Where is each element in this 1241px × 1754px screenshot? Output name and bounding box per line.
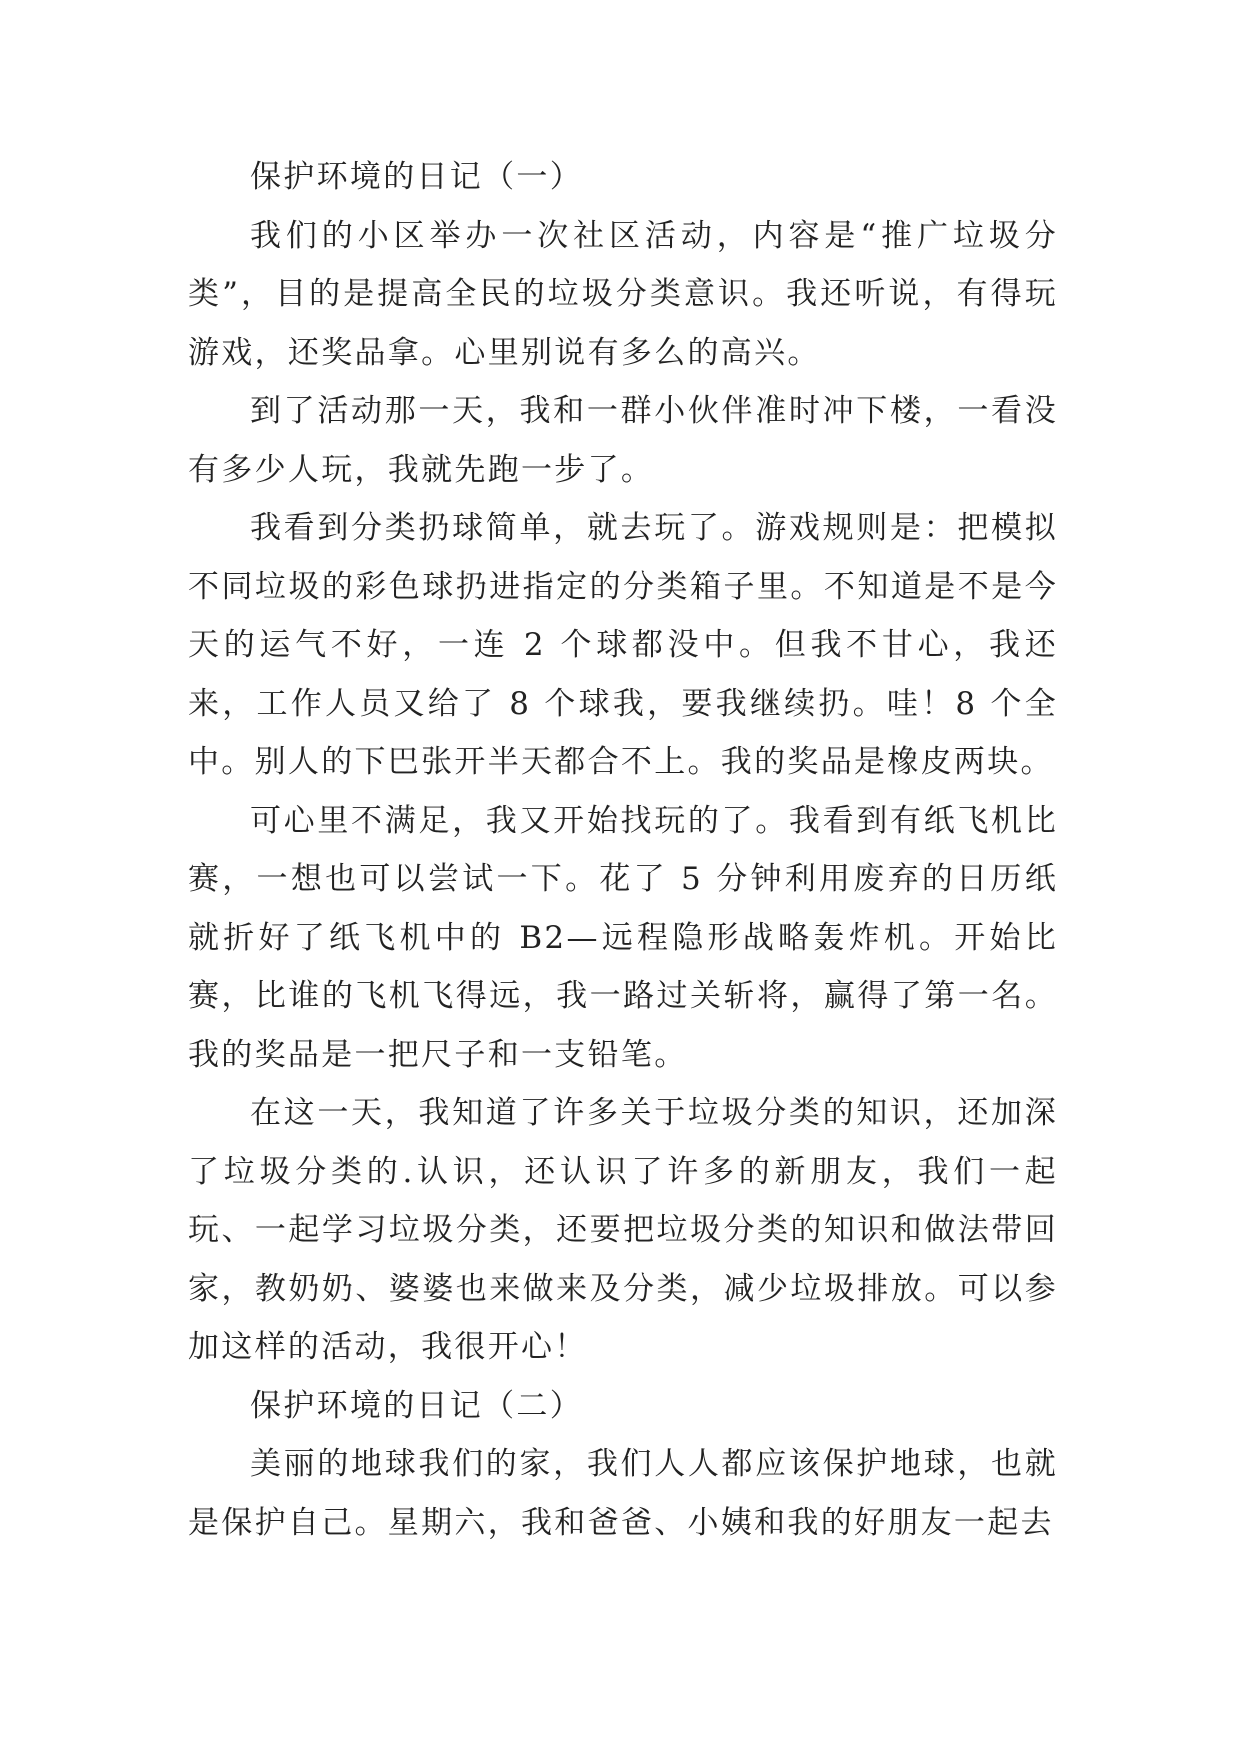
paragraph-3: 我看到分类扔球简单，就去玩了。游戏规则是：把模拟不同垃圾的彩色球扔进指定的分类箱子里。不知道是不是今天的运气不好，一连 2 个球都没中。但我不甘心，我还来，工作人员又给了 8 个球我，要我继续扔。哇！8 个全中。别人的下巴张开半天都合不上。我的奖品是橡皮两块。	[188, 510, 1058, 780]
paragraph-4: 可心里不满足，我又开始找玩的了。我看到有纸飞机比赛，一想也可以尝试一下。花了 5 分钟利用废弃的日历纸就折好了纸飞机中的 B2—远程隐形战略轰炸机。开始比赛，比谁的飞机飞得远，我一路过关斩将，赢得了第一名。我的奖品是一把尺子和一支铅笔。	[188, 802, 1058, 1073]
paragraph-2: 到了活动那一天，我和一群小伙伴准时冲下楼，一看没有多少人玩，我就先跑一步了。	[188, 393, 1058, 488]
document-page	[188, 148, 1058, 1552]
paragraph-5: 在这一天，我知道了许多关于垃圾分类的知识，还加深了垃圾分类的.认识，还认识了许多的新朋友，我们一起玩、一起学习垃圾分类，还要把垃圾分类的知识和做法带回家，教奶奶、婆婆也来做来及分类，减少垃圾排放。可以参加这样的活动，我很开心！	[188, 1095, 1058, 1365]
diary-title-1: 保护环境的日记（一）	[250, 159, 583, 195]
paragraph-6: 美丽的地球我们的家，我们人人都应该保护地球，也就是保护自己。星期六，我和爸爸、小姨和我的好朋友一起去	[188, 1446, 1058, 1541]
paragraph-1: 我们的小区举办一次社区活动，内容是“推广垃圾分类”，目的是提高全民的垃圾分类意识。我还听说，有得玩游戏，还奖品拿。心里别说有多么的高兴。	[188, 217, 1058, 371]
diary-title-2: 保护环境的日记（二）	[250, 1387, 583, 1424]
